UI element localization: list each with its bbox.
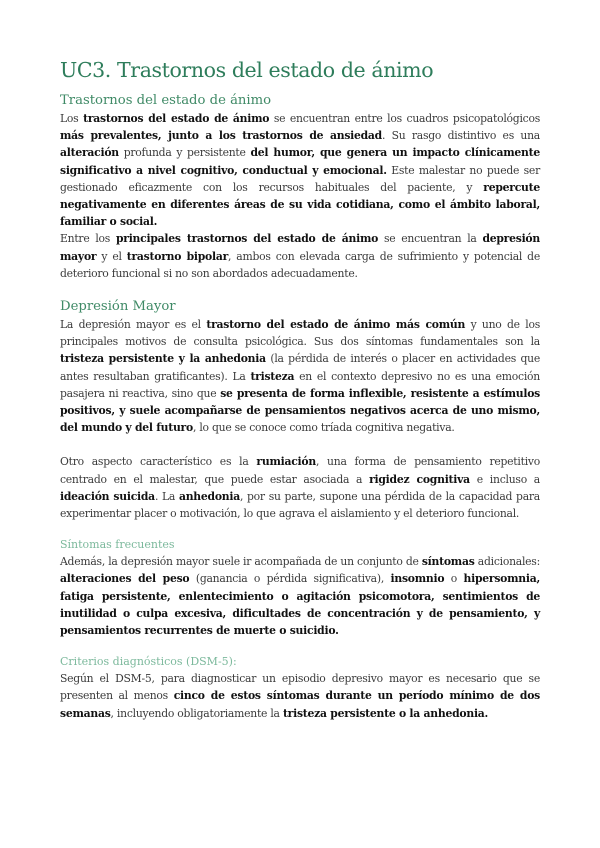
text-run: Otro aspecto característico es la [60, 455, 257, 469]
text-run: adicionales: [474, 555, 540, 569]
text-run: en el contexto depresivo no es una emoción pasajera ni reactiva, sino que [60, 369, 540, 400]
bold-text: anhedonia [178, 489, 240, 503]
paragraph [60, 316, 540, 436]
paragraph [60, 453, 540, 522]
bold-text: tristeza [250, 369, 295, 383]
text-run: , ambos con elevada carga de sufrimiento y potencial de deterioro funcional si no son abordados adecuadamente. [60, 249, 540, 280]
bold-text: del humor, que genera un impacto clínicamente significativo a nivel cognitivo, conductual y emocional. [60, 146, 540, 177]
paragraph [60, 110, 540, 230]
text-run: Este malestar no puede ser gestionado eficazmente con los recursos habituales del paciente, y [60, 163, 540, 194]
subheading-sintomas-frecuentes: Síntomas frecuentes [60, 538, 175, 552]
bold-text: alteración [60, 146, 119, 160]
paragraph [60, 670, 540, 722]
paragraph [60, 553, 540, 639]
text-run: se encuentran la [378, 232, 483, 246]
text-run: , una forma de pensamiento repetitivo centrado en el malestar, que puede estar asociada a [60, 455, 540, 486]
text-run: , por su parte, supone una pérdida de la capacidad para experimentar placer o motivación, lo que agrava el aislamiento y el deterioro funcional. [60, 489, 540, 521]
bold-text: depresión mayor [60, 232, 540, 263]
text-run: y el [96, 249, 127, 263]
bold-text: alteraciones del peso [60, 572, 190, 586]
text-run: y uno de los principales motivos de consulta psicológica. Sus dos síntomas fundamentales son la [60, 318, 541, 349]
paragraph [60, 230, 540, 282]
bold-text: síntomas [421, 555, 475, 569]
bold-text: tristeza persistente y la anhedonia [60, 352, 266, 366]
bold-text: hipersomnia, fatiga persistente, enlentecimiento o agitación psicomotora, sentimientos de inutilidad o culpa excesiva, dificultades de concentración y de pensamiento, y pensamientos recurrentes de muerte o suicidio. [60, 572, 540, 638]
text-run: profunda y persistente [118, 146, 251, 160]
text-run: Los [60, 112, 84, 125]
bold-text: se presenta de forma inflexible, resistente a estímulos positivos, y suele acompañarse de pensamientos negativos acerca de uno mismo, del mundo y del futuro [60, 386, 540, 435]
text-run: o [444, 572, 464, 586]
bold-text: cinco de estos síntomas durante un período mínimo de dos semanas [60, 689, 541, 720]
section-heading-depresion-mayor: Depresión Mayor [60, 299, 176, 315]
bold-text: repercute negativamente en diferentes áreas de su vida cotidiana, como el ámbito laboral, familiar o social. [60, 180, 540, 229]
text-run: Además, la depresión mayor suele ir acompañada de un conjunto de [60, 555, 422, 569]
bold-text: trastorno del estado de ánimo más común [206, 318, 466, 332]
page-title: UC3. Trastornos del estado de ánimo [60, 58, 434, 82]
bold-text: rumiación [256, 455, 316, 469]
text-run: Según el DSM-5, para diagnosticar un episodio depresivo mayor es necesario que se presenten al menos [60, 672, 540, 703]
subheading-criterios-diagnosticos: Criterios diagnósticos (DSM-5): [60, 655, 237, 669]
bold-text: más prevalentes, junto a los trastornos de ansiedad [60, 129, 382, 143]
bold-text: trastorno bipolar [126, 249, 229, 263]
bold-text: principales trastornos del estado de ánimo [115, 232, 379, 246]
text-run: e incluso a [469, 472, 540, 486]
text-run: (la pérdida de interés o placer en actividades que antes resultaban gratificantes). La [60, 352, 540, 383]
text-run: Entre los [60, 232, 116, 246]
text-run: se encuentran entre los cuadros psicopatológicos [269, 112, 540, 125]
text-run: . La [154, 489, 179, 503]
bold-text: ideación suicida [60, 489, 155, 503]
text-run: La depresión mayor es el [60, 318, 207, 332]
section-heading-trastornos: Trastornos del estado de ánimo [60, 93, 272, 108]
bold-text: trastornos del estado de ánimo [83, 112, 270, 125]
text-run: . Su rasgo distintivo es una [381, 129, 540, 143]
bold-text: rigidez cognitiva [369, 472, 470, 486]
text-run: , lo que se conoce como tríada cognitiva negativa. [192, 421, 455, 435]
bold-text: tristeza persistente o la anhedonia. [282, 706, 489, 720]
bold-text: insomnio [390, 572, 445, 586]
text-run: (ganancia o pérdida significativa), [189, 572, 391, 586]
text-run: , incluyendo obligatoriamente la [110, 706, 283, 720]
